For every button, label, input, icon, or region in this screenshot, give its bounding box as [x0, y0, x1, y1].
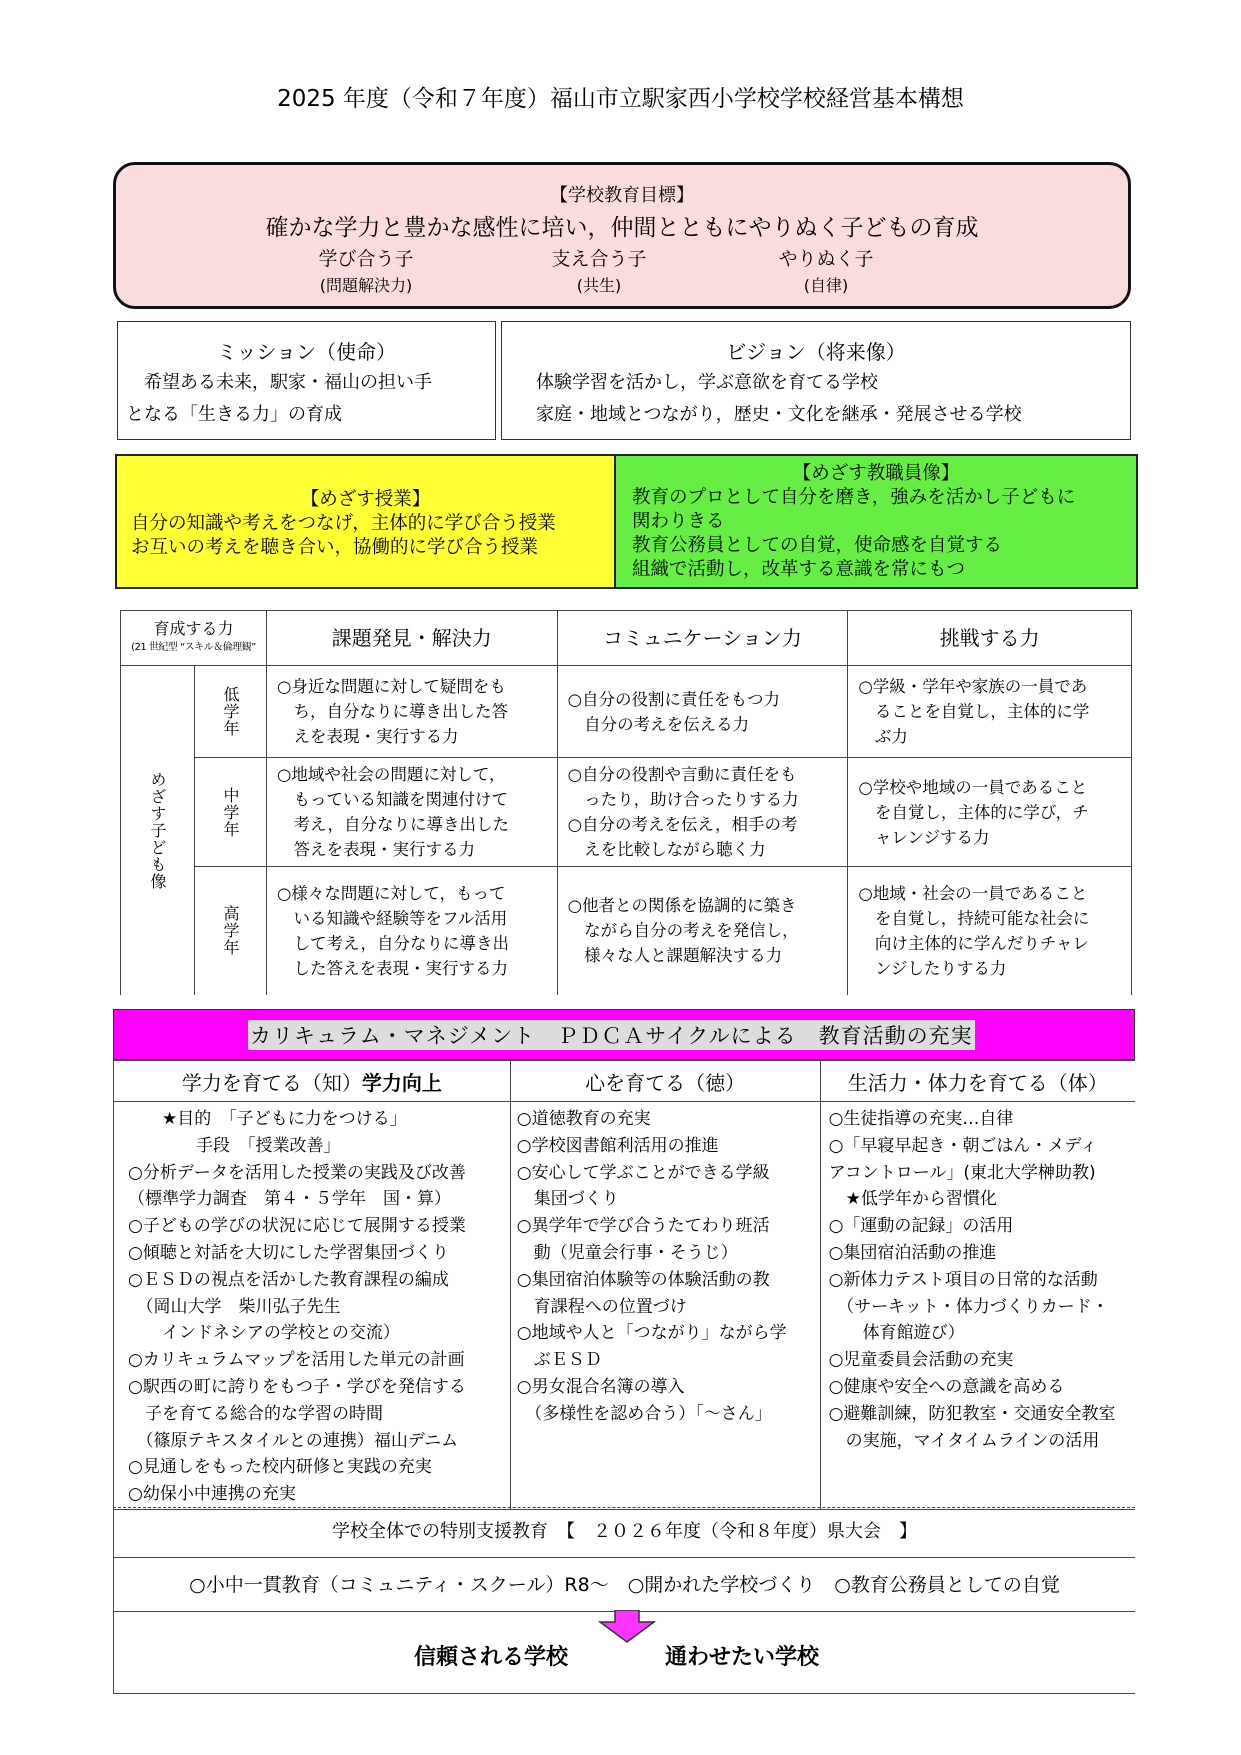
special-support-row: 学校全体での特別支援教育 【 ２０２６年度（令和８年度）県大会 】: [113, 1507, 1135, 1557]
grade-label: 低学年: [194, 666, 266, 758]
curriculum-grid: [113, 1060, 1135, 1510]
lesson-line: お互いの考えを聴き合い，協働的に学び合う授業: [131, 537, 539, 558]
pillar-name: やりぬく子: [778, 248, 874, 270]
staff-line: 教育公務員としての自覚，使命感を自覚する: [632, 535, 1003, 556]
mission-heading: ミッション（使命）: [216, 340, 397, 364]
vision-line: 家庭・地域とつながり，歴史・文化を継承・発展させる学校: [536, 404, 1022, 425]
grid-side-label: めざす子ども像: [121, 666, 195, 995]
grid-cell: ○学級・学年や家族の一員であ ることを自覚し，主体的に学 ぶ力: [848, 666, 1132, 758]
initiatives-row: ○小中一貫教育（コミュニティ・スクール）R8～ ○開かれた学校づくり ○教育公務員としての自覚: [113, 1557, 1135, 1611]
pillar-sub: (自律): [803, 276, 849, 295]
pillar-sub: (共生): [576, 276, 622, 295]
footer-row: [113, 1611, 1135, 1694]
grade-label: 中学年: [194, 758, 266, 867]
down-arrow-icon: [594, 1610, 660, 1644]
curriculum-banner-text: カリキュラム・マネジメント ＰＤＣＡサイクルによる 教育活動の充実: [248, 1020, 975, 1050]
mission-line: 希望ある未来，駅家・福山の担い手: [126, 372, 432, 393]
pillar-name: 学び合う子: [318, 248, 414, 270]
target-lesson-box: [115, 454, 616, 589]
curriculum-head-heart: 心を育てる（徳）: [510, 1061, 820, 1102]
grid-cell: ○他者との関係を協調的に築き ながら自分の考えを発信し， 様々な人と課題解決する力: [557, 867, 848, 995]
lesson-line: 自分の知識や考えをつなげ，主体的に学び合う授業: [131, 513, 556, 534]
grade-label: 高学年: [194, 867, 266, 995]
pillar-name: 支え合う子: [551, 248, 647, 270]
vision-heading: ビジョン（将来像）: [726, 340, 906, 364]
curriculum-col-body: ○生徒指導の充実…自律 ○「早寝早起き・朝ごはん・メディ アコントロール」(東北大学榊助教) ★低学年から習慣化 ○「運動の記録」の活用 ○集団宿泊活動の推進 ○新体力テスト項目の日常的な活動 （サーキット・体力づくりカード・ 体育館遊び） ○児童委員会活動の充実 ○健康や安全への意識を高める ○避難訓練，防犯教室・交通安全教室 の実施，マイタイムラインの活用: [820, 1102, 1135, 1510]
goal-main: 確かな学力と豊かな感性に培い，仲間とともにやりぬく子どもの育成: [265, 215, 979, 241]
grid-cell: ○地域・社会の一員であること を自覚し，持続可能な社会に 向け主体的に学んだりチャレ ンジしたりする力: [848, 867, 1132, 995]
grid-cell: ○自分の役割に責任をもつ力 自分の考えを伝える力: [557, 666, 848, 758]
vision-box: [501, 321, 1131, 440]
mission-box: [117, 321, 496, 440]
grid-corner: 育成する力 (21 世紀型 “スキル＆倫理観”: [121, 611, 267, 666]
vision-line: 体験学習を活かし，学ぶ意欲を育てる学校: [536, 372, 878, 393]
curriculum-col-knowledge: ★目的 「子どもに力をつける」 手段 「授業改善」 ○分析データを活用した授業の実践及び改善 （標準学力調査 第４・５学年 国・算） ○子どもの学びの状況に応じて展開する授業 ○傾聴と対話を大切にした学習集団づくり ○ＥＳＤの視点を活かした教育課程の編成 （岡山大学 柴川弘子先生 インドネシアの学校との交流） ○カリキュラムマップを活用した単元の計画 ○駅西の町に誇りをもつ子・学びを発信する 子を育てる総合的な学習の時間 （篠原テキスタイルとの連携）福山デニム ○見通しをもった校内研修と実践の充実 ○幼保小中連携の充実: [114, 1102, 511, 1510]
staff-line: 教育のプロとして自分を磨き，強みを活かし子どもに: [632, 487, 1076, 508]
mission-line: となる「生きる力」の育成: [126, 404, 342, 425]
curriculum-head-knowledge: 学力を育てる（知）学力向上: [114, 1061, 511, 1102]
curriculum-banner: [113, 1009, 1135, 1060]
pillar-sub: (問題解決力): [319, 276, 413, 295]
grid-header: 課題発見・解決力: [266, 611, 557, 666]
staff-line: 組織で活動し，改革する意識を常にもつ: [632, 559, 966, 580]
staff-heading: 【めざす教職員像】: [792, 463, 960, 484]
curriculum-head-body: 生活力・体力を育てる（体）: [820, 1061, 1135, 1102]
curriculum-col-heart: ○道徳教育の充実 ○学校図書館利活用の推進 ○安心して学ぶことができる学級 集団づくり ○異学年で学び合うたてわり班活 動（児童会行事・そうじ） ○集団宿泊体験等の体験活動の教 育課程への位置づけ ○地域や人と「つながり」ながら学 ぶＥＳＤ ○男女混合名簿の導入 （多様性を認め合う）「～さん」: [510, 1102, 820, 1510]
school-goal-box: [113, 162, 1131, 309]
grid-cell: ○地域や社会の問題に対して， もっている知識を関連付けて 考え，自分なりに導き出した 答えを表現・実行する力: [266, 758, 557, 867]
page-title: 2025 年度（令和７年度）福山市立駅家西小学校学校経営基本構想: [277, 86, 964, 112]
grid-cell: ○様々な問題に対して，もって いる知識や経験等をフル活用 して考え，自分なりに導き出 した答えを表現・実行する力: [266, 867, 557, 995]
grid-cell: ○自分の役割や言動に責任をも ったり，助け合ったりする力 ○自分の考えを伝え，相手の考 えを比較しながら聴く力: [557, 758, 848, 867]
competency-grid: [120, 610, 1132, 995]
lesson-heading: 【めざす授業】: [300, 489, 431, 510]
staff-line: 関わりきる: [632, 511, 725, 532]
goal-label: 【学校教育目標】: [550, 185, 694, 206]
grid-header: コミュニケーション力: [557, 611, 848, 666]
grid-header: 挑戦する力: [848, 611, 1132, 666]
target-staff-box: [614, 454, 1138, 589]
footer-right: 通わせたい学校: [665, 1645, 820, 1670]
footer-left: 信頼される学校: [414, 1645, 569, 1670]
grid-cell: ○身近な問題に対して疑問をも ち，自分なりに導き出した答 えを表現・実行する力: [266, 666, 557, 758]
grid-cell: ○学校や地域の一員であること を自覚し，主体的に学び，チ ャレンジする力: [848, 758, 1132, 867]
